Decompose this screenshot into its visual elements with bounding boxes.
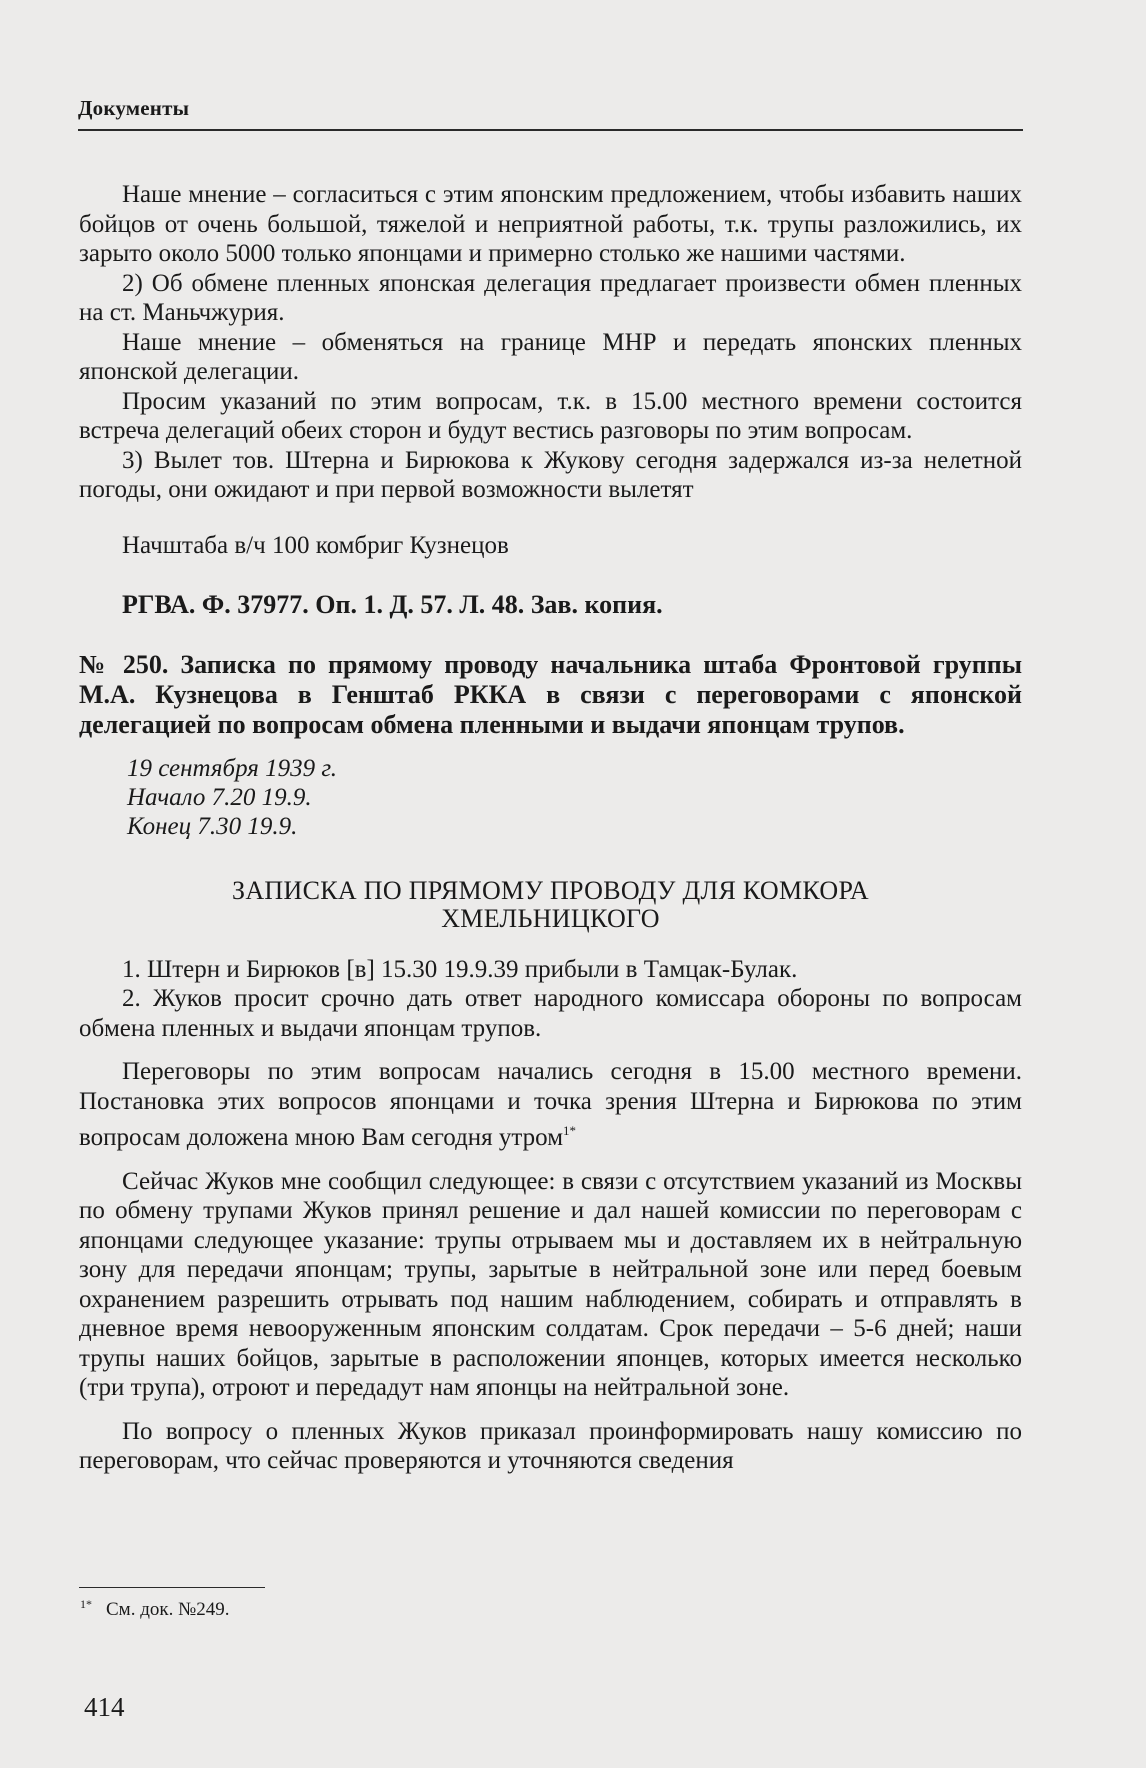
paragraph: 3) Вылет тов. Штерна и Бирюкова к Жукову сегодня задержался из-за нелетной погоды, они ожидают и при первой возможности вылетят xyxy=(79,446,1022,503)
running-header: Документы xyxy=(78,96,190,120)
footnote-ref: 1* xyxy=(563,1123,577,1138)
main-text xyxy=(79,180,1022,1476)
footnote xyxy=(80,1597,229,1621)
section-title-line2: ХМЕЛЬНИЦКОГО xyxy=(441,903,660,933)
dates-block xyxy=(79,754,1022,841)
document-title: № 250. Записка по прямому проводу начальника штаба Фронтовой группы М.А. Кузнецова в Генштаб РККА в связи с переговорами с японской делегацией по вопросам обмена пленными и выдачи японцам трупов. xyxy=(79,649,1022,739)
section-title xyxy=(79,877,1022,933)
end-time: Конец 7.30 19.9. xyxy=(127,812,298,840)
paragraph: Просим указаний по этим вопросам, т.к. в 15.00 местного времени состоится встреча делегаций обеих сторон и будут вестись разговоры по этим вопросам. xyxy=(79,387,1022,444)
footnote-mark: 1* xyxy=(80,1597,92,1611)
footnote-rule xyxy=(79,1587,265,1588)
paragraph-text: Переговоры по этим вопросам начались сегодня в 15.00 местного времени. Постановка этих вопросов японцами и точка зрения Штерна и Бирюкова по этим вопросам доложена мною Вам сегодня утром xyxy=(79,1058,1022,1151)
archive-source: РГВА. Ф. 37977. Оп. 1. Д. 57. Л. 48. Зав. копия. xyxy=(122,590,663,619)
paragraph: Наше мнение – обменяться на границе МНР и передать японских пленных японской делегации. xyxy=(79,328,1022,385)
section-title-line1: ЗАПИСКА ПО ПРЯМОМУ ПРОВОДУ ДЛЯ КОМКОРА xyxy=(232,875,869,905)
paragraph: Сейчас Жуков мне сообщил следующее: в связи с отсутствием указаний из Москвы по обмену трупами Жуков принял решение и дал нашей комиссии по переговорам с японцами следующее указание: трупы отрываем мы и доставляем их в нейтральную зону для передачи японцам; трупы, зарытые в нейтральной зоне или перед боевым охранением разрешить отрывать под нашим наблюдением, собирать и отправлять в дневное время невооруженным японским солдатам. Срок передачи – 5-6 дней; наши трупы наших бойцов, зарытые в расположении японцев, которых имеется несколько (три трупа), отроют и передадут нам японцы на нейтральной зоне. xyxy=(79,1167,1022,1401)
page-number: 414 xyxy=(84,1692,125,1722)
list-item: 1. Штерн и Бирюков [в] 15.30 19.9.39 прибыли в Тамцак-Булак. xyxy=(122,955,798,983)
start-time: Начало 7.20 19.9. xyxy=(127,783,312,811)
footnote-text: См. док. №249. xyxy=(106,1599,230,1620)
list-item: 2. Жуков просит срочно дать ответ народного комиссара обороны по вопросам обмена пленных и выдачи японцам трупов. xyxy=(79,985,1022,1042)
paragraph: По вопросу о пленных Жуков приказал проинформировать нашу комиссию по переговорам, что сейчас проверяются и уточняются сведения xyxy=(79,1417,1022,1474)
date-line: 19 сентября 1939 г. xyxy=(127,754,338,782)
paragraph xyxy=(79,1057,1022,1153)
paragraph: 2) Об обмене пленных японская делегация предлагает произвести обмен пленных на ст. Маньчжурия. xyxy=(79,269,1022,326)
signature: Начштаба в/ч 100 комбриг Кузнецов xyxy=(122,531,509,559)
header-rule xyxy=(78,129,1023,131)
paragraph: Наше мнение – согласиться с этим японским предложением, чтобы избавить наших бойцов от очень большой, тяжелой и неприятной работы, т.к. трупы разложились, их зарыто около 5000 только японцами и примерно столько же нашими частями. xyxy=(79,181,1022,267)
